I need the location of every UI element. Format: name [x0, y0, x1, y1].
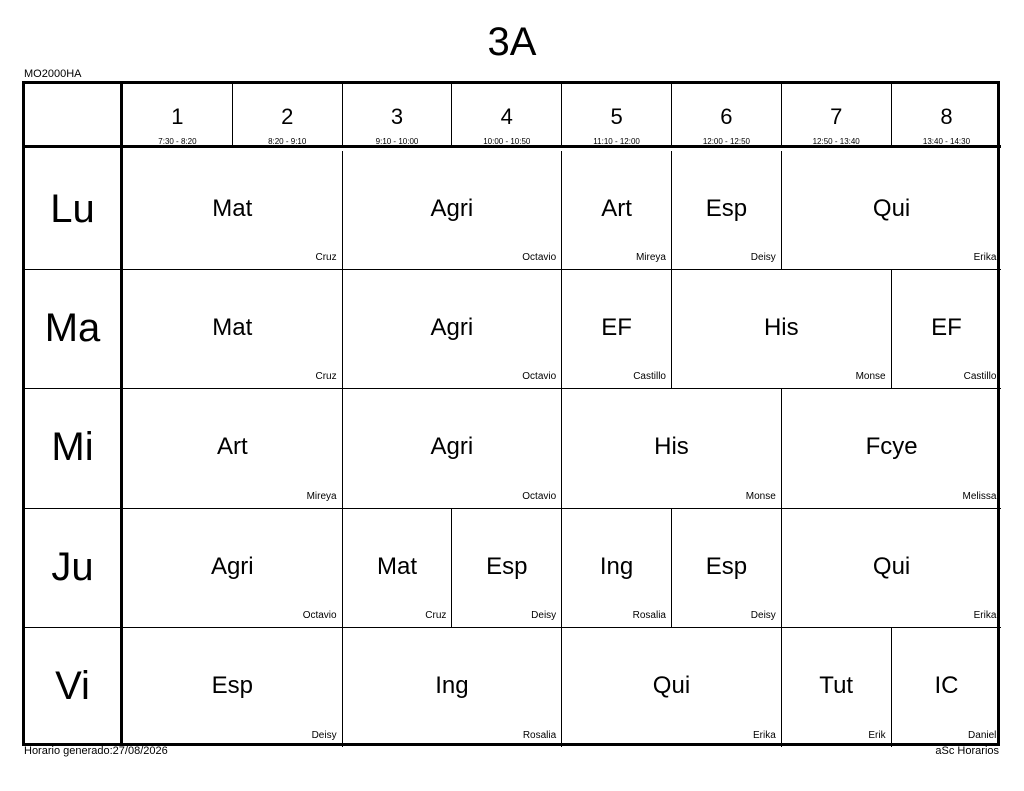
day-label: Ju [51, 544, 94, 589]
lesson-teacher: Erik [868, 729, 886, 741]
lesson-subject: Mat [376, 552, 417, 580]
lesson-subject: Fcye [865, 433, 918, 461]
lesson-cell [782, 389, 1002, 508]
lesson-teacher: Deisy [311, 729, 337, 741]
day-label: Ma [44, 306, 101, 351]
period-number: 4 [500, 104, 513, 129]
period-time: 12:00 - 12:50 [702, 137, 750, 146]
day-label: Lu [50, 187, 95, 231]
lesson-teacher: Deisy [750, 252, 776, 264]
lesson-subject: Esp [705, 195, 748, 222]
lesson-cell [452, 509, 562, 628]
period-header-cell [452, 84, 562, 148]
lesson-cell [343, 151, 563, 270]
lesson-teacher: Mireya [635, 252, 666, 264]
period-header-cell [672, 84, 782, 148]
lesson-subject: Qui [872, 195, 911, 222]
period-header-cell [892, 84, 1002, 148]
lesson-subject: Esp [486, 552, 528, 580]
lesson-cell [892, 270, 1002, 389]
lesson-cell [562, 509, 672, 628]
lesson-teacher: Octavio [522, 252, 557, 264]
lesson-teacher: Cruz [315, 252, 337, 264]
lesson-subject: Agri [430, 195, 474, 222]
day-label-cell [25, 389, 120, 508]
lesson-subject: Esp [211, 671, 253, 699]
lesson-cell [672, 509, 782, 628]
lesson-teacher: Deisy [750, 609, 776, 621]
lesson-cell [672, 151, 782, 270]
lesson-subject: His [763, 314, 799, 342]
day-label: Mi [51, 425, 94, 470]
lesson-subject: Agri [210, 552, 254, 580]
period-time: 10:00 - 10:50 [483, 137, 531, 146]
lesson-subject: Art [601, 195, 632, 222]
lesson-cell [123, 628, 343, 747]
lesson-teacher: Monse [745, 490, 776, 502]
period-header-cell [233, 84, 343, 148]
period-header-cell [343, 84, 453, 148]
lesson-cell [562, 270, 672, 389]
lesson-cell [782, 628, 892, 747]
lesson-subject: Art [216, 433, 248, 461]
lesson-subject: EF [601, 314, 632, 342]
lesson-teacher: Melissa [962, 490, 997, 502]
day-label-cell [25, 509, 120, 628]
lesson-teacher: Cruz [315, 371, 337, 383]
timetable-code: MO2000HA [24, 68, 82, 80]
lesson-cell [343, 509, 453, 628]
lesson-cell [562, 389, 782, 508]
lesson-subject: Agri [430, 314, 474, 342]
lesson-subject: Mat [212, 314, 253, 342]
lesson-subject: IC [934, 671, 959, 699]
day-label-cell [25, 270, 120, 389]
lesson-cell [782, 509, 1002, 628]
day-label-cell [25, 151, 120, 270]
lesson-subject: Qui [652, 671, 691, 699]
lesson-cell [562, 151, 672, 270]
lesson-teacher: Monse [855, 371, 886, 383]
lesson-subject: Qui [872, 552, 911, 580]
lesson-cell [343, 389, 563, 508]
lesson-cell [782, 151, 1002, 270]
day-label-cell [25, 628, 120, 747]
lesson-teacher: Rosalia [522, 729, 557, 741]
lesson-teacher: Daniel [968, 729, 997, 741]
lesson-teacher: Octavio [302, 609, 337, 621]
lesson-cell [123, 151, 343, 270]
lesson-cell [123, 389, 343, 508]
software-credit: aSc Horarios [935, 745, 999, 757]
lesson-subject: Ing [599, 552, 634, 580]
lesson-teacher: Rosalia [632, 609, 666, 621]
period-header-cell [562, 84, 672, 148]
timetable-title: 3A [487, 20, 537, 64]
period-header-cell [123, 84, 233, 148]
period-number: 8 [940, 104, 953, 129]
period-time: 7:30 - 8:20 [158, 137, 197, 146]
lesson-teacher: Octavio [522, 371, 557, 383]
lesson-cell [123, 509, 343, 628]
period-number: 1 [171, 104, 184, 129]
period-number: 2 [281, 104, 294, 129]
lesson-subject: EF [931, 314, 962, 342]
lesson-teacher: Erika [973, 252, 997, 264]
period-time: 11:10 - 12:00 [593, 137, 640, 146]
lesson-teacher: Cruz [425, 609, 447, 621]
lesson-cell [343, 270, 563, 389]
lesson-subject: Tut [819, 671, 854, 699]
lesson-teacher: Deisy [531, 609, 557, 621]
timetable-grid [22, 81, 1000, 746]
lesson-teacher: Castillo [633, 371, 666, 383]
lesson-subject: Agri [430, 433, 474, 461]
lesson-teacher: Mireya [306, 490, 337, 502]
lesson-cell [672, 270, 892, 389]
lesson-teacher: Castillo [963, 371, 997, 383]
period-time: 13:40 - 14:30 [922, 137, 971, 146]
lesson-teacher: Octavio [522, 490, 557, 502]
lesson-cell [123, 270, 343, 389]
period-number: 3 [390, 104, 404, 129]
lesson-subject: Mat [212, 195, 253, 222]
lesson-teacher: Erika [973, 609, 997, 621]
period-time: 8:20 - 9:10 [268, 137, 307, 146]
lesson-subject: Ing [435, 671, 469, 699]
period-time: 12:50 - 13:40 [812, 137, 860, 146]
header-corner-cell [25, 84, 120, 148]
generated-date: Horario generado:27/08/2026 [24, 745, 168, 757]
day-label: Vi [55, 663, 90, 708]
lesson-subject: His [654, 433, 689, 461]
lesson-subject: Esp [705, 552, 748, 580]
period-number: 6 [720, 104, 733, 129]
lesson-teacher: Erika [752, 729, 776, 741]
period-number: 5 [610, 104, 623, 129]
period-header-cell [782, 84, 892, 148]
lesson-cell [892, 628, 1002, 747]
lesson-cell [562, 628, 782, 747]
period-number: 7 [830, 104, 843, 129]
period-time: 9:10 - 10:00 [375, 137, 419, 146]
lesson-cell [343, 628, 563, 747]
